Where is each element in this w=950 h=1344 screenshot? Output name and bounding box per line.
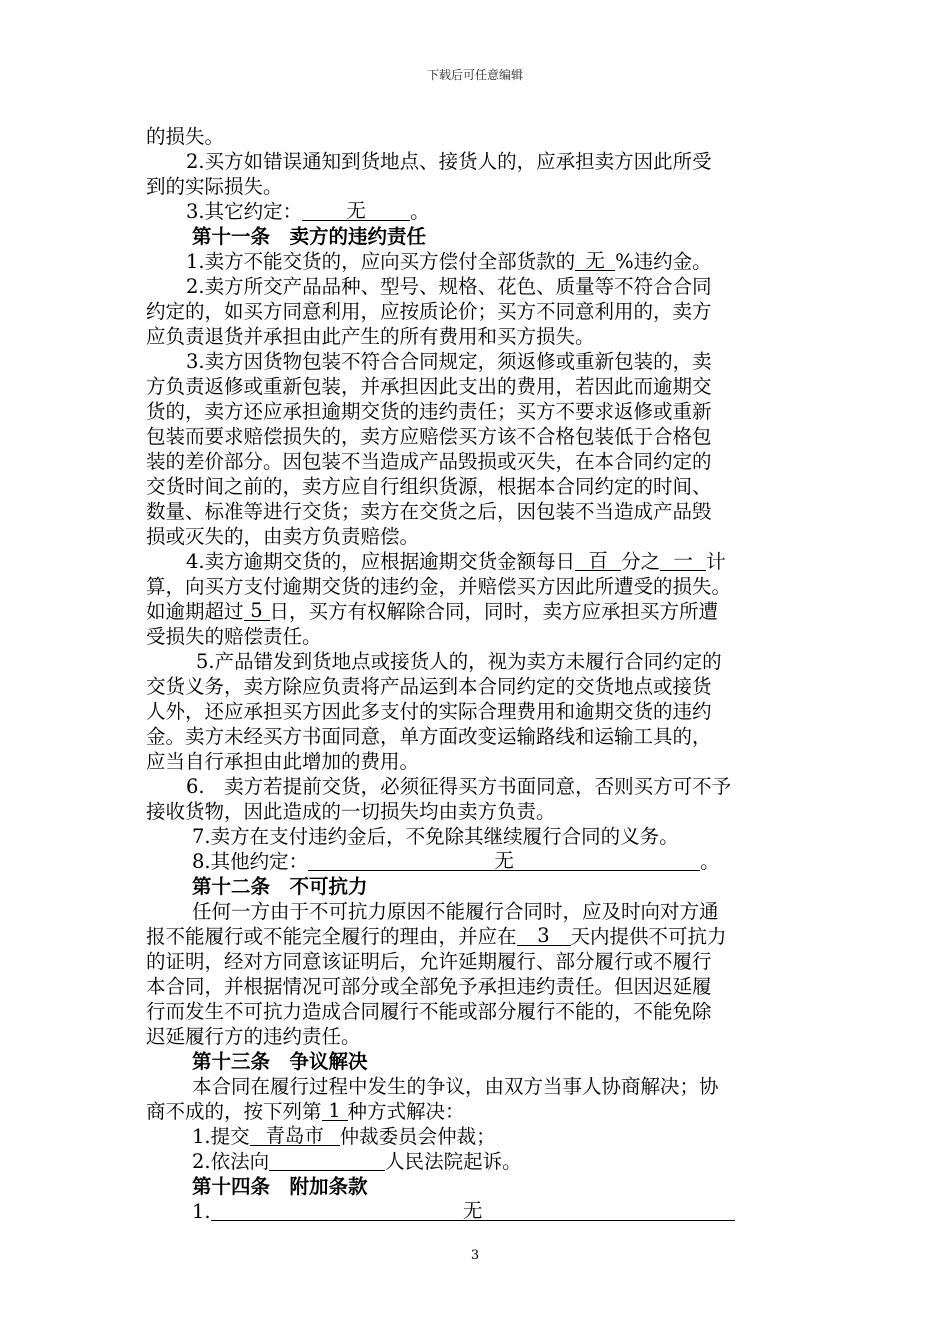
text-line: 方负责返修或重新包装，并承担因此支出的费用，若因此而逾期交 [146,375,712,398]
text-line: 3.其它约定： 无 。 [186,199,430,223]
fill-blank: 一 [660,550,706,571]
fill-blank: 青岛市 [250,1125,340,1146]
text-line: 本合同在履行过程中发生的争议，由双方当事人协商解决；协 [192,1075,719,1098]
fill-blank: 无 [302,200,410,221]
text-line: 约定的，如买方同意利用，应按质论价；买方不同意利用的，卖方 [146,300,712,323]
text-line: 的证明，经对方同意该证明后，允许延期履行、部分履行或不履行 [146,950,712,973]
text-line: 受损失的赔偿责任。 [146,625,322,648]
fill-blank: 5 [244,600,270,621]
text-line: 交货义务，卖方除应负责将产品运到本合同约定的交货地点或接货 [146,675,712,698]
fill-blank: 3 [517,925,571,946]
text-line: 7.卖方在支付违约金后，不免除其继续履行合同的义务。 [192,825,679,848]
text-line: 货的，卖方还应承担逾期交货的违约责任；买方不要求返修或重新 [146,400,712,423]
text-line: 装的差价部分。因包装不当造成产品毁损或灭失，在本合同约定的 [146,450,712,473]
text-line: 2.卖方所交产品品种、型号、规格、花色、质量等不符合合同 [186,275,712,298]
text-line: 1. 无 [146,1199,808,1224]
text-line: 本合同，并根据情况可部分或全部免予承担违约责任。但因迟延履 [146,975,712,998]
fill-blank: 百 [575,550,621,571]
text-line: 到的实际损失。 [146,175,283,198]
section-heading: 第十一条 卖方的违约责任 [192,225,427,248]
text-line: 行而发生不可抗力造成合同履行不能或部分履行不能的，不能免除 [146,1000,712,1023]
text-line: 2.买方如错误通知到货地点、接货人的，应承担卖方因此所受 [186,150,712,173]
fill-blank [269,1150,385,1171]
text-line: 6. 卖方若提前交货，必须征得买方书面同意，否则买方可不予 [186,775,732,798]
section-heading: 第十四条 附加条款 [192,1175,368,1198]
text-line: 1.卖方不能交货的，应向买方偿付全部货款的 无 %违约金。 [186,249,712,273]
text-line: 5.产品错发到货地点或接货人的，视为卖方未履行合同约定的 [196,650,722,673]
text-line: 人外，还应承担买方因此多支付的实际合理费用和逾期交货的违约 [146,700,712,723]
text-line: 应负责退货并承担由此产生的所有费用和买方损失。 [146,325,595,348]
text-line: 算，向买方支付逾期交货的违约金，并赔偿买方因此所遭受的损失。 [146,575,732,598]
text-line: 应当自行承担由此增加的费用。 [146,750,420,773]
text-line: 损或灭失的，由卖方负责赔偿。 [146,525,420,548]
text-line: 包装而要求赔偿损失的，卖方应赔偿买方该不合格包装低于合格包 [146,425,712,448]
text-line: 如逾期超过 5 日，买方有权解除合同，同时，卖方应承担买方所遭 [146,599,719,623]
text-line: 2.依法向 人民法院起诉。 [192,1150,522,1173]
fill-blank: 无 [308,850,700,871]
text-line: 任何一方由于不可抗力原因不能履行合同时，应及时向对方通 [192,900,719,923]
section-heading: 第十三条 争议解决 [192,1050,368,1073]
text-line: 8.其他约定： 无 。 [192,849,720,873]
page-header: 下载后可任意编辑 [426,68,523,82]
document-body [146,124,808,1224]
text-line: 的损失。 [146,125,225,148]
fill-blank: 无 [575,250,615,271]
text-line: 3.卖方因货物包装不符合合同规定，须返修或重新包装的，卖 [186,350,712,373]
text-line: 金。卖方未经买方书面同意，单方面改变运输路线和运输工具的， [146,725,712,748]
fill-blank: 1 [322,1100,348,1121]
fill-blank: 无 [211,1200,735,1221]
text-line: 交货时间之前的，卖方应自行组织货源，根据本合同约定的时间、 [146,475,712,498]
page-number: 3 [470,1248,480,1263]
text-line: 接收货物，因此造成的一切损失均由卖方负责。 [146,800,556,823]
section-heading: 第十二条 不可抗力 [192,875,368,898]
text-line: 4.卖方逾期交货的，应根据逾期交货金额每日 百 分之 一 计 [186,549,726,573]
text-line: 迟延履行方的违约责任。 [146,1025,361,1048]
text-line: 数量、标准等进行交货；卖方在交货之后，因包装不当造成产品毁 [146,500,712,523]
text-line: 商不成的，按下列第 1 种方式解决： [146,1099,465,1123]
text-line: 1.提交 青岛市 仲裁委员会仲裁； [192,1124,496,1148]
text-line: 报不能履行或不能完全履行的理由，并应在 3 天内提供不可抗力 [146,924,727,948]
